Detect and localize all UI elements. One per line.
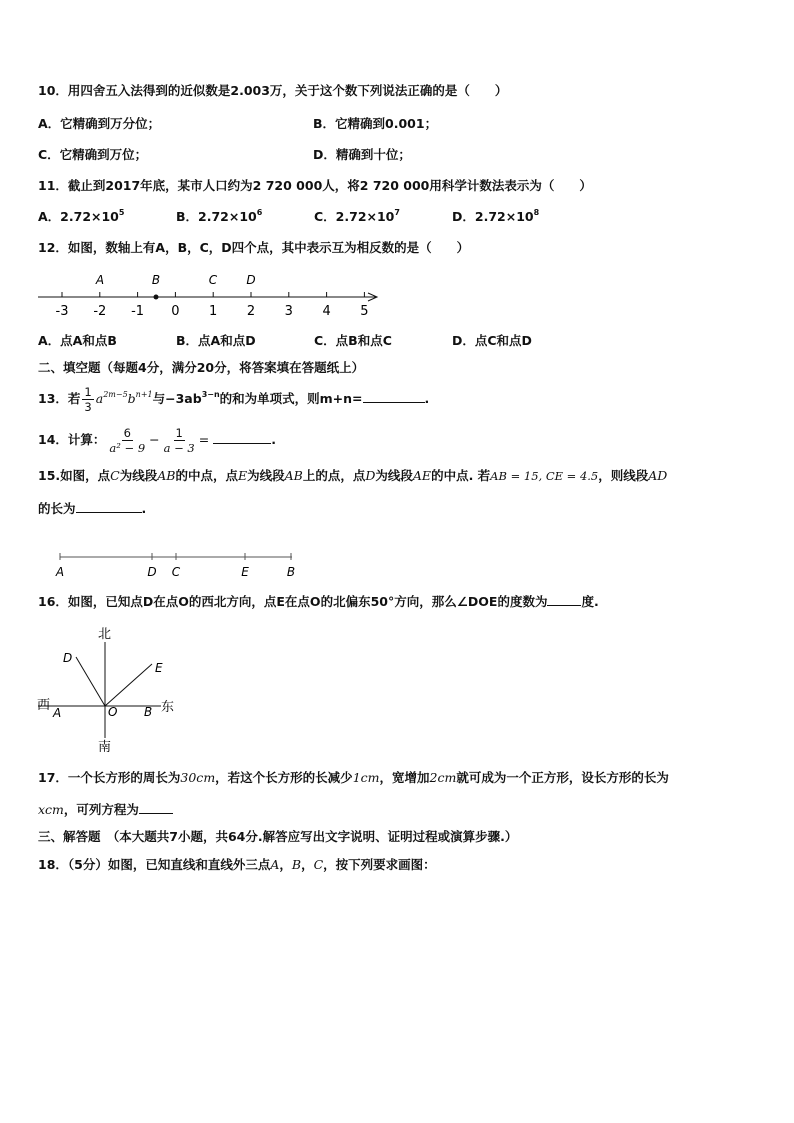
number-line-tick-label: 2 [246,304,256,319]
number-line-tick-label: 3 [284,304,293,319]
ray-oe [105,664,152,706]
north-label: 北 [98,627,112,642]
number-line-figure [30,268,390,320]
q16-answer-blank [547,593,581,606]
q15-line-1: 15.如图，点C为线段AB的中点，点E为线段AB上的点，点D为线段AE的中点. 若AB = 15, CE = 4.5，则线段AD [38,468,668,483]
q10-option-b: B．它精确到0.001； [313,116,438,131]
q10-option-d: D．精确到十位； [313,147,411,162]
point-label-d: D [246,273,256,287]
point-label-a: A [95,273,105,287]
q10-option-a: A．它精确到万分位； [38,116,161,131]
label-d: D [63,651,73,665]
q13-answer-blank [363,390,425,403]
q15-answer-blank [76,500,142,513]
q12-option-b: B．点A和点D [176,333,256,348]
label-o: O [108,705,118,719]
q16-stem: 16．如图，已知点D在点O的西北方向，点E在点O的北偏东50°方向，那么∠DOE的度数为 度. [38,594,599,609]
number-line-tick-label: 4 [322,304,331,319]
q11-stem: 11．截止到2017年底，某市人口约为2 720 000人，将2 720 000用科学计数法表示为（ ） [38,178,592,193]
section-2-heading: 二、填空题（每题4分，满分20分，将答案填在答题纸上） [38,360,365,375]
compass-figure [34,620,184,755]
segment-label-e: E [241,565,249,579]
q13: 13．若 $\frac{1}{3}$ $a^{2m-5}b^{n+1}$与$-3ab^{3-n}$的和为单项式，则m+n= . [38,385,430,414]
q14-fraction-1: $\frac{6}{\text{a² − 9}}$ [109,426,146,455]
q12-option-d: D．点C和点D [452,333,532,348]
point-label-b: B [151,273,161,287]
q17-answer-blank [139,801,173,814]
west-label: 西 [37,698,51,713]
segment-label-b: B [286,565,296,579]
q10-stem: 10．用四舍五入法得到的近似数是2.003万，关于这个数下列说法正确的是（ ） [38,83,508,98]
q12-option-a: A．点A和点B [38,333,117,348]
q12-stem: 12．如图，数轴上有A，B，C，D四个点，其中表示互为相反数的是（ ） [38,240,470,255]
q11-option-c: C．$2.72\times 10^7$ [314,208,400,224]
q17-line-1: 17．一个长方形的周长为30cm，若这个长方形的长减少1cm，宽增加2cm就可成为一个正方形，设长方形的长为 [38,770,669,785]
q11-option-b: B．$2.72\times 10^6$ [176,208,263,224]
label-b: B [144,705,153,719]
section-3-heading: 三、解答题 （本大题共7小题，共64分.解答应写出文字说明、证明过程或演算步骤.） [38,829,518,844]
q17-line-2: xcm，可列方程为 [38,801,173,819]
label-e: E [155,661,163,675]
south-label: 南 [98,740,112,755]
segment-label-a: A [55,565,65,579]
point-label-c: C [208,273,218,287]
number-line-tick-label: 1 [209,304,218,319]
number-line-tick-label: -1 [131,304,145,319]
q12-option-c: C．点B和点C [314,333,392,348]
point-b-dot [154,295,159,300]
q15-line-2: 的长为 . [38,501,147,516]
q10-option-c: C．它精确到万位； [38,147,148,162]
q18-stem: 18．（5分）如图，已知直线和直线外三点A，B，C，按下列要求画图： [38,857,436,872]
number-line-ticks [62,292,364,297]
number-line-tick-label: 0 [171,304,180,319]
q11-option-a: A．$2.72\times 10^5$ [38,208,125,224]
ray-od [76,657,105,706]
number-line-tick-label: 5 [360,304,369,319]
number-line-tick-label: -3 [55,304,69,319]
label-a: A [53,706,62,720]
number-line-tick-labels [56,304,369,319]
segment-label-d: D [147,565,157,579]
q13-fraction: $\frac{1}{3}$ [84,385,92,414]
q11-option-d: D．$2.72\times 10^8$ [452,208,540,224]
east-label: 东 [161,700,175,715]
q14: 14．计算： $\frac{6}{\text{a² − 9}}$ − $\frac{1}{a - 3}$ = . [38,426,276,455]
segment-figure [50,548,300,580]
number-line-tick-label: -2 [93,304,107,319]
segment-label-c: C [171,565,181,579]
q14-answer-blank [213,431,271,444]
q14-fraction-2: $\frac{1}{a - 3}$ [163,426,195,455]
